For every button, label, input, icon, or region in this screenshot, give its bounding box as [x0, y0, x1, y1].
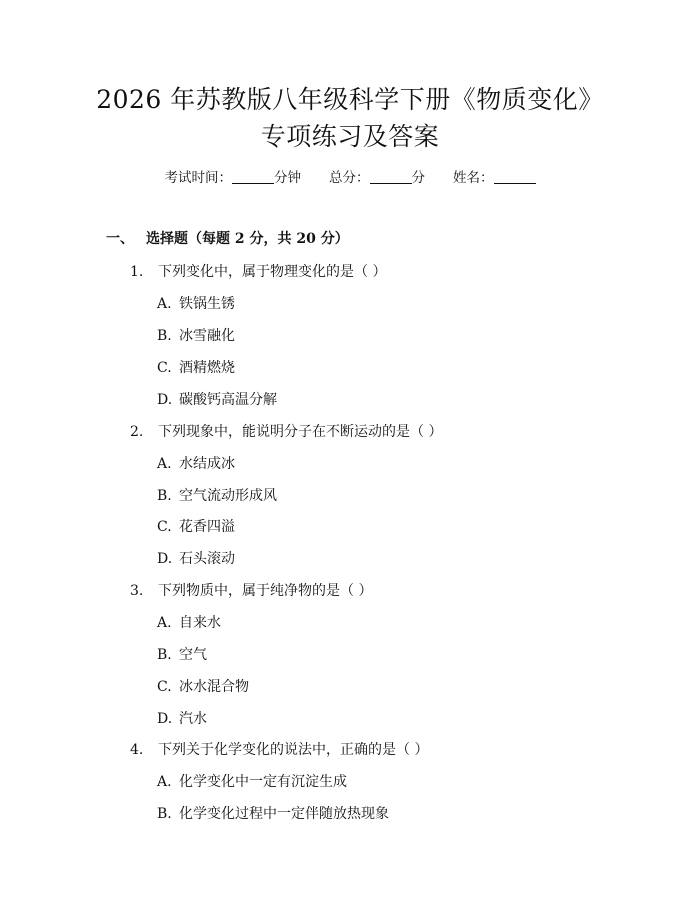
student-name-field	[453, 168, 536, 188]
option-letter: B.	[157, 328, 172, 344]
section-heading	[106, 229, 349, 249]
exam-time-label: 考试时间：	[164, 170, 232, 186]
option-text: 碳酸钙高温分解	[179, 392, 277, 408]
student-name-blank	[494, 169, 536, 184]
total-score-unit: 分	[411, 170, 425, 186]
question-2	[130, 422, 442, 442]
exam-time-field	[165, 168, 302, 188]
option-letter: B.	[157, 806, 172, 822]
question-1	[130, 262, 386, 282]
option-text: 空气	[179, 647, 207, 663]
question-number: 2.	[130, 424, 144, 440]
option-letter: B.	[157, 488, 172, 504]
question-number: 1.	[130, 264, 144, 280]
question-1-option-d	[157, 390, 277, 410]
option-text: 空气流动形成风	[179, 488, 277, 504]
exam-info-row	[0, 168, 700, 188]
total-score-field	[329, 168, 425, 188]
exam-time-unit: 分钟	[274, 170, 301, 186]
option-text: 花香四溢	[179, 519, 235, 535]
question-text: 下列关于化学变化的说法中，正确的是（ ）	[158, 742, 429, 758]
option-letter: D.	[157, 392, 173, 408]
question-4-option-b	[157, 804, 389, 824]
question-1-option-c	[157, 358, 235, 378]
question-number: 3.	[130, 583, 144, 599]
option-letter: C.	[157, 519, 172, 535]
option-text: 化学变化中一定有沉淀生成	[179, 774, 347, 790]
total-score-blank	[370, 169, 412, 184]
question-2-option-c	[157, 517, 235, 537]
option-text: 冰雪融化	[179, 328, 235, 344]
option-letter: D.	[157, 551, 173, 567]
question-text: 下列现象中，能说明分子在不断运动的是（ ）	[158, 424, 443, 440]
question-2-option-a	[157, 454, 235, 474]
option-text: 化学变化过程中一定伴随放热现象	[179, 806, 389, 822]
question-3-option-d	[157, 709, 207, 729]
question-4-option-a	[157, 772, 347, 792]
section-number: 一、	[106, 231, 134, 247]
question-2-option-b	[157, 486, 277, 506]
question-1-option-a	[157, 294, 235, 314]
document-title-line-2: 专项练习及答案	[260, 122, 440, 151]
option-text: 水结成冰	[179, 456, 235, 472]
option-text: 酒精燃烧	[179, 360, 235, 376]
question-2-option-d	[157, 549, 235, 569]
option-letter: A.	[157, 456, 172, 472]
option-letter: C.	[157, 679, 172, 695]
student-name-label: 姓名：	[453, 170, 494, 186]
option-text: 自来水	[179, 615, 221, 631]
exam-time-blank	[232, 169, 274, 184]
option-letter: D.	[157, 711, 173, 727]
option-letter: A.	[157, 774, 172, 790]
option-text: 汽水	[179, 711, 207, 727]
question-number: 4.	[130, 742, 144, 758]
question-3	[130, 581, 372, 601]
question-3-option-c	[157, 677, 249, 697]
question-3-option-b	[157, 645, 207, 665]
question-1-option-b	[157, 326, 235, 346]
document-title-line-1: 2026 年苏教版八年级科学下册《物质变化》	[96, 85, 604, 114]
question-text: 下列变化中，属于物理变化的是（ ）	[158, 264, 387, 280]
question-text: 下列物质中，属于纯净物的是（ ）	[158, 583, 373, 599]
option-letter: B.	[157, 647, 172, 663]
option-text: 冰水混合物	[179, 679, 249, 695]
section-title: 选择题（每题 2 分，共 20 分）	[146, 231, 349, 247]
option-letter: C.	[157, 360, 172, 376]
total-score-label: 总分：	[329, 170, 370, 186]
question-3-option-a	[157, 613, 221, 633]
option-text: 铁锅生锈	[179, 296, 235, 312]
question-4	[130, 740, 428, 760]
option-letter: A.	[157, 296, 172, 312]
option-letter: A.	[157, 615, 172, 631]
option-text: 石头滚动	[179, 551, 235, 567]
